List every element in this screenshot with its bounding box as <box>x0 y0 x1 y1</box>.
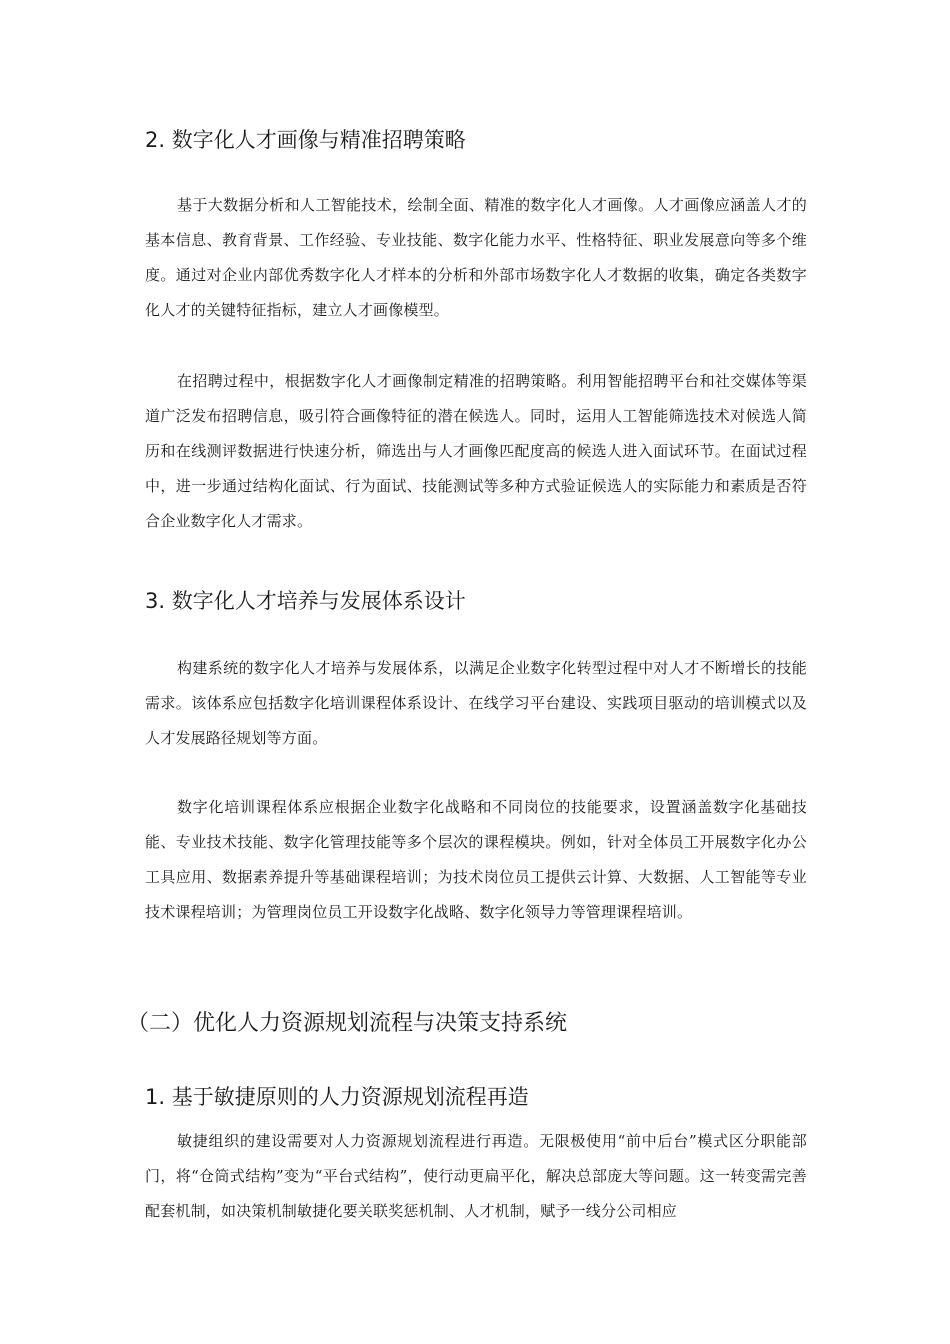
paragraph-training-courses: 数字化培训课程体系应根据企业数字化战略和不同岗位的技能要求，设置涵盖数字化基础技能、专业技术技能、数字化管理技能等多个层次的课程模块。例如，针对全体员工开展数字化办公工具应用、数据素养提升等基础课程培训；为技术岗位员工提供云计算、大数据、人工智能等专业技术课程培训；为管理岗位员工开设数字化战略、数字化领导力等管理课程培训。 <box>145 798 807 921</box>
section-heading-3: 3. 数字化人才培养与发展体系设计 <box>145 589 466 613</box>
part-heading-2: （二）优化人力资源规划流程与决策支持系统 <box>127 1011 568 1036</box>
paragraph-precise-recruitment: 在招聘过程中，根据数字化人才画像制定精准的招聘策略。利用智能招聘平台和社交媒体等渠道广泛发布招聘信息，吸引符合画像特征的潜在候选人。同时，运用人工智能筛选技术对候选人简历和在线测评数据进行快速分析，筛选出与人才画像匹配度高的候选人进入面试环节。在面试过程中，进一步通过结构化面试、行为面试、技能测试等多种方式验证候选人的实际能力和素质是否符合企业数字化人才需求。 <box>145 372 807 530</box>
section-heading-1: 1. 基于敏捷原则的人力资源规划流程再造 <box>145 1085 529 1109</box>
paragraph-training-system: 构建系统的数字化人才培养与发展体系，以满足企业数字化转型过程中对人才不断增长的技能需求。该体系应包括数字化培训课程体系设计、在线学习平台建设、实践项目驱动的培训模式以及人才发展路径规划等方面。 <box>145 659 807 747</box>
paragraph-agile-process: 敏捷组织的建设需要对人力资源规划流程进行再造。无限极使用“前中后台”模式区分职能部门，将“仓筒式结构”变为“平台式结构”，使行动更扁平化，解决总部庞大等问题。这一转变需完善配套机制，如决策机制敏捷化要关联奖惩机制、人才机制，赋予一线分公司相应 <box>145 1132 807 1220</box>
paragraph-talent-portrait: 基于大数据分析和人工智能技术，绘制全面、精准的数字化人才画像。人才画像应涵盖人才的基本信息、教育背景、工作经验、专业技能、数字化能力水平、性格特征、职业发展意向等多个维度。通过对企业内部优秀数字化人才样本的分析和外部市场数字化人才数据的收集，确定各类数字化人才的关键特征指标，建立人才画像模型。 <box>145 196 807 319</box>
section-heading-2: 2. 数字化人才画像与精准招聘策略 <box>145 128 466 152</box>
